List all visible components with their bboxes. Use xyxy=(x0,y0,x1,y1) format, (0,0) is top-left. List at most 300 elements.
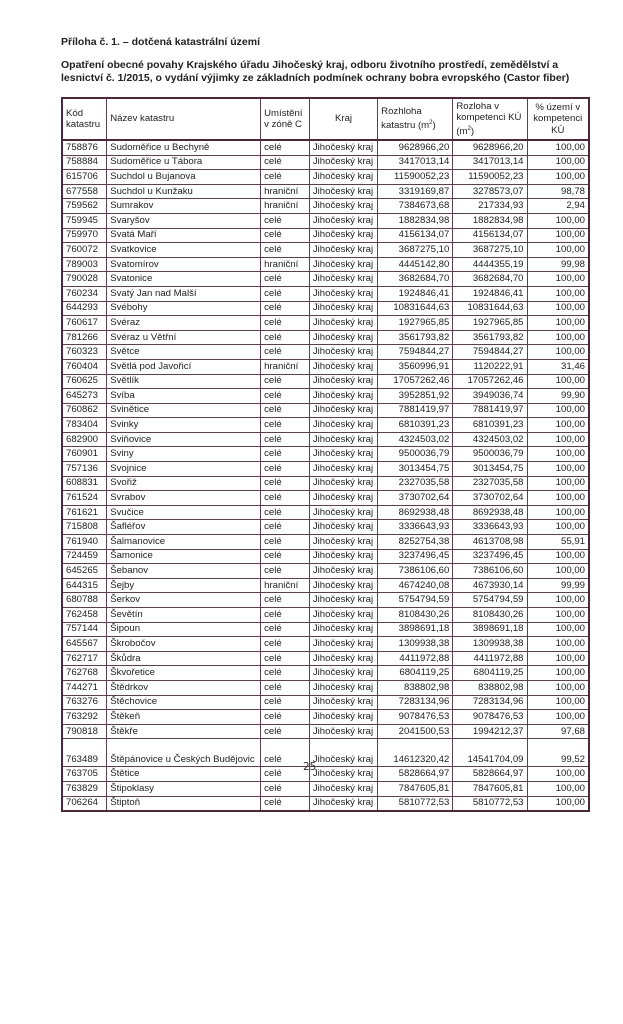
cell-area-ku: 9500036,79 xyxy=(453,447,527,462)
table-row xyxy=(62,549,589,564)
cell-area: 14612320,42 xyxy=(378,739,453,767)
table-row xyxy=(62,724,589,739)
table-row xyxy=(62,140,589,155)
cell-area-ku: 14541704,09 xyxy=(453,739,527,767)
cell-name: Šerkov xyxy=(107,593,261,608)
cell-area: 10831644,63 xyxy=(378,301,453,316)
cell-area: 2327035,58 xyxy=(378,476,453,491)
cell-region: Jihočeský kraj xyxy=(309,243,377,258)
cell-code: 615706 xyxy=(62,170,107,185)
cell-zone: celé xyxy=(261,549,310,564)
cell-percent: 100,00 xyxy=(527,608,589,623)
cell-percent: 100,00 xyxy=(527,710,589,725)
cell-region: Jihočeský kraj xyxy=(309,535,377,550)
cell-area-ku: 5828664,97 xyxy=(453,767,527,782)
cell-zone: celé xyxy=(261,491,310,506)
cell-code: 761621 xyxy=(62,505,107,520)
table-row xyxy=(62,345,589,360)
cell-percent: 100,00 xyxy=(527,447,589,462)
cell-region: Jihočeský kraj xyxy=(309,796,377,811)
table-row xyxy=(62,359,589,374)
cell-region: Jihočeský kraj xyxy=(309,739,377,767)
cell-zone: celé xyxy=(261,608,310,623)
cell-percent: 2,94 xyxy=(527,199,589,214)
cell-zone: celé xyxy=(261,622,310,637)
table-row xyxy=(62,447,589,462)
cell-zone: celé xyxy=(261,243,310,258)
cell-percent: 100,00 xyxy=(527,564,589,579)
cell-area: 7384673,68 xyxy=(378,199,453,214)
cell-percent: 55,91 xyxy=(527,535,589,550)
cell-area: 1927965,85 xyxy=(378,316,453,331)
cell-area: 7283134,96 xyxy=(378,695,453,710)
cell-code: 757144 xyxy=(62,622,107,637)
header-percent: % území v kompetenci KÚ xyxy=(527,98,589,140)
table-row xyxy=(62,739,589,767)
cell-zone: celé xyxy=(261,680,310,695)
cell-percent: 100,00 xyxy=(527,666,589,681)
cell-area-ku: 7847605,81 xyxy=(453,781,527,796)
cell-region: Jihočeský kraj xyxy=(309,286,377,301)
cell-area: 5828664,97 xyxy=(378,767,453,782)
cell-region: Jihočeský kraj xyxy=(309,184,377,199)
cell-region: Jihočeský kraj xyxy=(309,622,377,637)
cell-name: Suchdol u Kunžaku xyxy=(107,184,261,199)
header-area: Rozhloha katastru $(m^2)$ xyxy=(378,98,453,140)
cell-percent: 100,00 xyxy=(527,403,589,418)
cell-area: 9078476,53 xyxy=(378,710,453,725)
table-row xyxy=(62,213,589,228)
cell-zone: celé xyxy=(261,651,310,666)
table-row xyxy=(62,418,589,433)
cell-percent: 100,00 xyxy=(527,301,589,316)
table-row xyxy=(62,564,589,579)
cell-percent: 100,00 xyxy=(527,345,589,360)
cell-region: Jihočeský kraj xyxy=(309,593,377,608)
cell-zone: celé xyxy=(261,213,310,228)
table-row xyxy=(62,403,589,418)
cell-region: Jihočeský kraj xyxy=(309,447,377,462)
cell-area: 7881419,97 xyxy=(378,403,453,418)
cell-percent: 100,00 xyxy=(527,418,589,433)
table-row xyxy=(62,637,589,652)
cell-name: Sviňovice xyxy=(107,432,261,447)
cell-zone: celé xyxy=(261,637,310,652)
cell-name: Šejby xyxy=(107,578,261,593)
cell-region: Jihočeský kraj xyxy=(309,330,377,345)
table-row xyxy=(62,622,589,637)
cell-percent: 100,00 xyxy=(527,330,589,345)
cell-percent: 100,00 xyxy=(527,170,589,185)
cell-area: 11590052,23 xyxy=(378,170,453,185)
cell-percent: 100,00 xyxy=(527,505,589,520)
cell-zone: celé xyxy=(261,710,310,725)
table-row xyxy=(62,228,589,243)
cell-percent: 100,00 xyxy=(527,243,589,258)
cell-area-ku: 3013454,75 xyxy=(453,462,527,477)
cell-name: Suchdol u Bujanova xyxy=(107,170,261,185)
cell-zone: celé xyxy=(261,724,310,739)
cell-region: Jihočeský kraj xyxy=(309,564,377,579)
table-row xyxy=(62,476,589,491)
cell-area: 17057262,46 xyxy=(378,374,453,389)
cell-region: Jihočeský kraj xyxy=(309,724,377,739)
cell-percent: 100,00 xyxy=(527,432,589,447)
table-row xyxy=(62,796,589,811)
cell-zone: hraniční xyxy=(261,578,310,593)
cell-area-ku: 9078476,53 xyxy=(453,710,527,725)
table-row xyxy=(62,680,589,695)
cell-code: 760625 xyxy=(62,374,107,389)
table-row xyxy=(62,767,589,782)
header-name: Název katastru xyxy=(107,98,261,140)
table-row xyxy=(62,578,589,593)
cell-zone: celé xyxy=(261,535,310,550)
cell-code: 789003 xyxy=(62,257,107,272)
cell-zone: celé xyxy=(261,228,310,243)
cell-code: 757136 xyxy=(62,462,107,477)
cell-name: Svinky xyxy=(107,418,261,433)
header-zone: Umístění v zóně C xyxy=(261,98,310,140)
cell-region: Jihočeský kraj xyxy=(309,462,377,477)
cell-code: 760234 xyxy=(62,286,107,301)
cell-name: Svatý Jan nad Malší xyxy=(107,286,261,301)
cell-area-ku: 1309938,38 xyxy=(453,637,527,652)
table-row xyxy=(62,155,589,170)
cell-area-ku: 2327035,58 xyxy=(453,476,527,491)
table-row xyxy=(62,316,589,331)
cell-area-ku: 17057262,46 xyxy=(453,374,527,389)
cell-area: 3561793,82 xyxy=(378,330,453,345)
cell-area-ku: 217334,93 xyxy=(453,199,527,214)
cell-region: Jihočeský kraj xyxy=(309,695,377,710)
cell-percent: 31,46 xyxy=(527,359,589,374)
cell-area-ku: 7283134,96 xyxy=(453,695,527,710)
cell-code: 715808 xyxy=(62,520,107,535)
cell-name: Sviny xyxy=(107,447,261,462)
cell-percent: 100,00 xyxy=(527,476,589,491)
cell-code: 762768 xyxy=(62,666,107,681)
cell-percent: 100,00 xyxy=(527,695,589,710)
cell-zone: celé xyxy=(261,403,310,418)
cell-name: Šafléřov xyxy=(107,520,261,535)
cell-area: 7847605,81 xyxy=(378,781,453,796)
cell-region: Jihočeský kraj xyxy=(309,389,377,404)
cell-code: 763276 xyxy=(62,695,107,710)
cell-area: 4324503,02 xyxy=(378,432,453,447)
cell-zone: hraniční xyxy=(261,199,310,214)
cell-area-ku: 7386106,60 xyxy=(453,564,527,579)
cell-zone: celé xyxy=(261,418,310,433)
cell-percent: 99,99 xyxy=(527,578,589,593)
cell-percent: 100,00 xyxy=(527,680,589,695)
cell-area-ku: 7881419,97 xyxy=(453,403,527,418)
cell-area-ku: 1994212,37 xyxy=(453,724,527,739)
cell-name: Sudoměřice u Tábora xyxy=(107,155,261,170)
cell-region: Jihočeský kraj xyxy=(309,359,377,374)
table-header-row xyxy=(62,98,589,140)
cell-code: 759945 xyxy=(62,213,107,228)
cell-area-ku: 1882834,98 xyxy=(453,213,527,228)
cell-area-ku: 9628966,20 xyxy=(453,140,527,155)
cell-name: Světlá pod Javořicí xyxy=(107,359,261,374)
cell-region: Jihočeský kraj xyxy=(309,403,377,418)
cell-zone: celé xyxy=(261,301,310,316)
cell-code: 759562 xyxy=(62,199,107,214)
cell-area-ku: 3417013,14 xyxy=(453,155,527,170)
document-subtitle: Opatření obecné povahy Krajského úřadu Jihočeský kraj, odboru životního prostředí, zemědělství a lesnictví č. 1/2015, o vydání výjimky ze základních podmínek ochrany bobra evropského (Castor fiber) xyxy=(61,59,570,84)
cell-name: Svatomírov xyxy=(107,257,261,272)
cell-zone: celé xyxy=(261,476,310,491)
cell-name: Šalmanovice xyxy=(107,535,261,550)
cell-area-ku: 1120222,91 xyxy=(453,359,527,374)
cell-percent: 97,68 xyxy=(527,724,589,739)
document-title: Příloha č. 1. – dotčená katastrální území xyxy=(61,36,260,48)
table-row xyxy=(62,593,589,608)
cell-region: Jihočeský kraj xyxy=(309,505,377,520)
cell-name: Svébohy xyxy=(107,301,261,316)
cell-area-ku: 1927965,85 xyxy=(453,316,527,331)
cell-area-ku: 4673930,14 xyxy=(453,578,527,593)
cell-zone: hraniční xyxy=(261,257,310,272)
table-row xyxy=(62,389,589,404)
table-row xyxy=(62,695,589,710)
cell-area-ku: 3336643,93 xyxy=(453,520,527,535)
cell-name: Svaryšov xyxy=(107,213,261,228)
cell-area-ku: 3687275,10 xyxy=(453,243,527,258)
cell-code: 677558 xyxy=(62,184,107,199)
cell-area: 4156134,07 xyxy=(378,228,453,243)
table-row xyxy=(62,462,589,477)
cell-area-ku: 6804119,25 xyxy=(453,666,527,681)
cell-area-ku: 11590052,23 xyxy=(453,170,527,185)
cell-percent: 100,00 xyxy=(527,520,589,535)
cell-region: Jihočeský kraj xyxy=(309,272,377,287)
cell-area-ku: 3682684,70 xyxy=(453,272,527,287)
cell-region: Jihočeský kraj xyxy=(309,651,377,666)
table-row xyxy=(62,491,589,506)
cell-percent: 100,00 xyxy=(527,637,589,652)
cell-code: 763829 xyxy=(62,781,107,796)
cell-region: Jihočeský kraj xyxy=(309,549,377,564)
cell-area: 4674240,08 xyxy=(378,578,453,593)
cell-zone: celé xyxy=(261,739,310,767)
cell-area: 8252754,38 xyxy=(378,535,453,550)
cell-percent: 100,00 xyxy=(527,491,589,506)
cell-area: 4411972,88 xyxy=(378,651,453,666)
cell-percent: 100,00 xyxy=(527,767,589,782)
table-row xyxy=(62,651,589,666)
cell-region: Jihočeský kraj xyxy=(309,637,377,652)
cell-area: 3319169,87 xyxy=(378,184,453,199)
cell-name: Svatonice xyxy=(107,272,261,287)
cell-area-ku: 5754794,59 xyxy=(453,593,527,608)
cell-region: Jihočeský kraj xyxy=(309,767,377,782)
cell-code: 760901 xyxy=(62,447,107,462)
cell-code: 645273 xyxy=(62,389,107,404)
cell-region: Jihočeský kraj xyxy=(309,374,377,389)
cell-name: Svinětice xyxy=(107,403,261,418)
cell-percent: 100,00 xyxy=(527,796,589,811)
table-row xyxy=(62,170,589,185)
table-row xyxy=(62,301,589,316)
cell-code: 645567 xyxy=(62,637,107,652)
cell-area: 3013454,75 xyxy=(378,462,453,477)
cell-area: 3417013,14 xyxy=(378,155,453,170)
cell-region: Jihočeský kraj xyxy=(309,257,377,272)
cell-area-ku: 5810772,53 xyxy=(453,796,527,811)
cell-percent: 100,00 xyxy=(527,228,589,243)
cell-area: 3952851,92 xyxy=(378,389,453,404)
cell-area: 4445142,80 xyxy=(378,257,453,272)
cell-area: 3730702,64 xyxy=(378,491,453,506)
cell-area: 3898691,18 xyxy=(378,622,453,637)
cell-percent: 99,52 xyxy=(527,739,589,767)
cell-region: Jihočeský kraj xyxy=(309,680,377,695)
cell-code: 763705 xyxy=(62,767,107,782)
cell-percent: 100,00 xyxy=(527,286,589,301)
cell-percent: 100,00 xyxy=(527,651,589,666)
cell-region: Jihočeský kraj xyxy=(309,140,377,155)
cell-region: Jihočeský kraj xyxy=(309,199,377,214)
table-row xyxy=(62,608,589,623)
cell-zone: celé xyxy=(261,520,310,535)
cell-code: 644315 xyxy=(62,578,107,593)
cell-percent: 100,00 xyxy=(527,213,589,228)
cell-area-ku: 3898691,18 xyxy=(453,622,527,637)
cell-code: 645265 xyxy=(62,564,107,579)
cell-region: Jihočeský kraj xyxy=(309,228,377,243)
cell-name: Štěchovice xyxy=(107,695,261,710)
cell-code: 761940 xyxy=(62,535,107,550)
cell-area: 7594844,27 xyxy=(378,345,453,360)
cell-code: 790818 xyxy=(62,724,107,739)
cell-zone: celé xyxy=(261,564,310,579)
cell-name: Sumrakov xyxy=(107,199,261,214)
cell-area: 3336643,93 xyxy=(378,520,453,535)
cell-area: 2041500,53 xyxy=(378,724,453,739)
cell-area: 8692938,48 xyxy=(378,505,453,520)
cell-name: Svatá Maří xyxy=(107,228,261,243)
cell-code: 724459 xyxy=(62,549,107,564)
cell-area-ku: 4411972,88 xyxy=(453,651,527,666)
cell-area-ku: 3278573,07 xyxy=(453,184,527,199)
cell-zone: celé xyxy=(261,432,310,447)
cell-percent: 100,00 xyxy=(527,316,589,331)
cell-code: 759970 xyxy=(62,228,107,243)
cell-region: Jihočeský kraj xyxy=(309,520,377,535)
cell-zone: celé xyxy=(261,140,310,155)
cell-name: Světce xyxy=(107,345,261,360)
cell-code: 763292 xyxy=(62,710,107,725)
cell-zone: celé xyxy=(261,170,310,185)
cell-region: Jihočeský kraj xyxy=(309,155,377,170)
cell-name: Svéraz xyxy=(107,316,261,331)
cell-name: Svučice xyxy=(107,505,261,520)
table-row xyxy=(62,710,589,725)
cell-code: 680788 xyxy=(62,593,107,608)
cell-area: 3687275,10 xyxy=(378,243,453,258)
cell-code: 608831 xyxy=(62,476,107,491)
cell-area-ku: 6810391,23 xyxy=(453,418,527,433)
cell-percent: 100,00 xyxy=(527,622,589,637)
cell-area-ku: 8692938,48 xyxy=(453,505,527,520)
cell-area-ku: 7594844,27 xyxy=(453,345,527,360)
cell-code: 760072 xyxy=(62,243,107,258)
cell-area: 5754794,59 xyxy=(378,593,453,608)
cell-area: 6804119,25 xyxy=(378,666,453,681)
cell-region: Jihočeský kraj xyxy=(309,170,377,185)
cell-name: Štětice xyxy=(107,767,261,782)
cell-code: 760323 xyxy=(62,345,107,360)
table-row xyxy=(62,432,589,447)
cell-region: Jihočeský kraj xyxy=(309,476,377,491)
cell-area-ku: 8108430,26 xyxy=(453,608,527,623)
table-row xyxy=(62,286,589,301)
cell-area-ku: 4613708,98 xyxy=(453,535,527,550)
cell-percent: 100,00 xyxy=(527,593,589,608)
cell-code: 760617 xyxy=(62,316,107,331)
cell-region: Jihočeský kraj xyxy=(309,491,377,506)
table-row xyxy=(62,505,589,520)
cell-name: Svíba xyxy=(107,389,261,404)
cell-code: 758884 xyxy=(62,155,107,170)
cell-name: Škvořetice xyxy=(107,666,261,681)
cell-region: Jihočeský kraj xyxy=(309,345,377,360)
cell-name: Štiptoň xyxy=(107,796,261,811)
cell-zone: celé xyxy=(261,767,310,782)
cell-code: 761524 xyxy=(62,491,107,506)
cell-code: 682900 xyxy=(62,432,107,447)
cell-zone: celé xyxy=(261,286,310,301)
cell-area-ku: 1924846,41 xyxy=(453,286,527,301)
cell-name: Svéraz u Větřní xyxy=(107,330,261,345)
cell-area-ku: 3561793,82 xyxy=(453,330,527,345)
cell-area: 3237496,45 xyxy=(378,549,453,564)
cell-area: 1924846,41 xyxy=(378,286,453,301)
cell-area: 1309938,38 xyxy=(378,637,453,652)
cell-percent: 100,00 xyxy=(527,781,589,796)
cell-zone: celé xyxy=(261,462,310,477)
table-row xyxy=(62,243,589,258)
cell-name: Sudoměřice u Bechyně xyxy=(107,140,261,155)
cell-area: 8108430,26 xyxy=(378,608,453,623)
cell-region: Jihočeský kraj xyxy=(309,608,377,623)
cell-region: Jihočeský kraj xyxy=(309,301,377,316)
cell-percent: 100,00 xyxy=(527,140,589,155)
table-row xyxy=(62,374,589,389)
cell-area: 5810772,53 xyxy=(378,796,453,811)
cell-region: Jihočeský kraj xyxy=(309,781,377,796)
cell-code: 790028 xyxy=(62,272,107,287)
cell-region: Jihočeský kraj xyxy=(309,432,377,447)
table-row xyxy=(62,184,589,199)
cell-name: Svojnice xyxy=(107,462,261,477)
cell-code: 760404 xyxy=(62,359,107,374)
table-row xyxy=(62,520,589,535)
cell-code: 762717 xyxy=(62,651,107,666)
cell-area: 3682684,70 xyxy=(378,272,453,287)
cell-area: 1882834,98 xyxy=(378,213,453,228)
cell-name: Štěkře xyxy=(107,724,261,739)
cell-name: Svrabov xyxy=(107,491,261,506)
cell-code: 706264 xyxy=(62,796,107,811)
table-row xyxy=(62,199,589,214)
cell-percent: 99,90 xyxy=(527,389,589,404)
cell-name: Štipoklasy xyxy=(107,781,261,796)
cell-zone: celé xyxy=(261,781,310,796)
cell-area-ku: 838802,98 xyxy=(453,680,527,695)
